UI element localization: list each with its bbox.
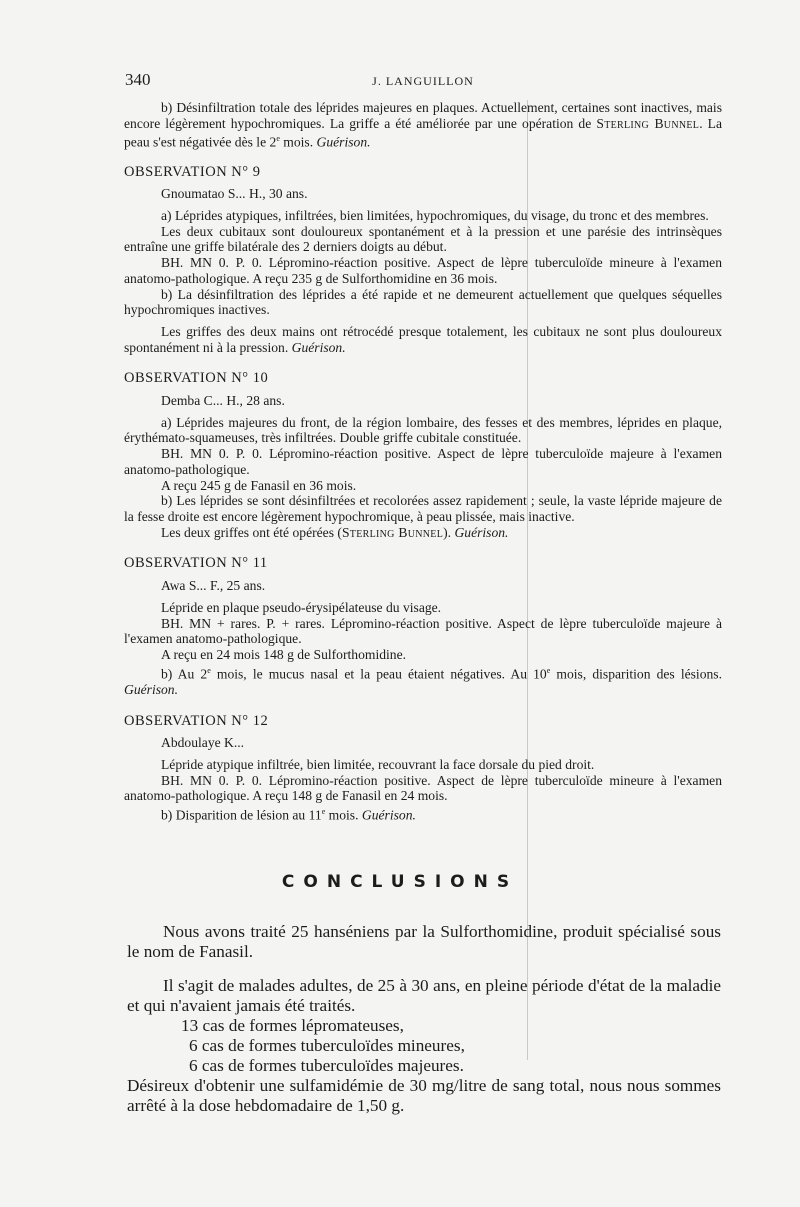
observation-11-recu: A reçu en 24 mois 148 g de Sulforthomidine. <box>161 646 407 662</box>
observation-12-heading: OBSERVATION N° 12 <box>124 712 269 729</box>
observation-9-b: b) La désinfiltration des léprides a été rapide et ne demeurent actuellement que quelques séquelles hypochromiques inactives. <box>124 286 722 318</box>
conclusions-p1: Nous avons traité 25 hanséniens par la Sulforthomidine, produit spécialisé sous le nom de Fanasil. <box>127 922 721 961</box>
conclusions-list-item: 13 cas de formes lépromateuses, <box>181 1016 404 1035</box>
observation-11-bh: BH. MN + rares. P. + rares. Lépromino-réaction positive. Aspect de lèpre tuberculoïde majeure à l'examen anatomo-pathologique. <box>124 615 722 647</box>
observation-9-bh: BH. MN 0. P. 0. Lépromino-réaction positive. Aspect de lèpre tuberculoïde mineure à l'examen anatomo-pathologique. A reçu 235 g de Sulforthomidine en 36 mois. <box>124 255 722 286</box>
observation-9-patient: Gnoumatao S... H., 30 ans. <box>161 186 308 202</box>
observation-12-a: Lépride atypique infiltrée, bien limitée, recouvrant la face dorsale du pied droit. <box>161 756 595 772</box>
observation-10-a: a) Léprides majeures du front, de la région lombaire, des fesses et des membres, léprides en plaque, érythémato-squameuses, très infiltrées. Double griffe cubitale constituée. <box>124 414 722 446</box>
result-text: Guérison. <box>316 134 371 150</box>
observation-10-heading: OBSERVATION N° 10 <box>124 370 269 387</box>
surgeon-name: Sterling Bunnel <box>341 524 444 540</box>
observation-10-patient: Demba C... H., 28 ans. <box>161 393 285 409</box>
observation-10-recu: A reçu 245 g de Fanasil en 36 mois. <box>161 477 357 493</box>
observation-11-b: b) Au 2e mois, le mucus nasal et la peau étaient négatives. Au 10e mois, disparition des lésions. Guérison. <box>124 665 722 697</box>
observation-11-patient: Awa S... F., 25 ans. <box>161 578 266 594</box>
running-head: J. LANGUILLON <box>372 74 474 88</box>
observation-12-bh: BH. MN 0. P. 0. Lépromino-réaction positive. Aspect de lèpre tuberculoïde mineure à l'examen anatomo-pathologique. A reçu 148 g de Fanasil en 24 mois. <box>124 772 722 804</box>
observations-body <box>124 100 722 823</box>
conclusions-p3: Désireux d'obtenir une sulfamidémie de 30 mg/litre de sang total, nous nous sommes arrêté à la dose hebdomadaire de 1,50 g. <box>127 1076 721 1115</box>
observation-9-cubitaux: Les deux cubitaux sont douloureux spontanément et à la pression et une parésie des intrinsèques entraîne une griffe bilatérale des 2 derniers doigts au début. <box>124 223 722 255</box>
observation-10-bh: BH. MN 0. P. 0. Lépromino-réaction positive. Aspect de lèpre tuberculoïde majeure à l'examen anatomo-pathologique. <box>124 446 722 477</box>
observation-9-griffes: Les griffes des deux mains ont rétrocédé presque totalement, les cubitaux ne sont plus douloureux spontanément ni à la pression. Guérison. <box>124 323 722 355</box>
conclusions-heading: CONCLUSIONS <box>281 872 519 892</box>
observation-9-heading: OBSERVATION N° 9 <box>124 163 261 180</box>
observation-12-patient: Abdoulaye K... <box>161 735 245 751</box>
observation-12-b: b) Disparition de lésion au 11e mois. Guérison. <box>161 807 416 823</box>
observation-11-heading: OBSERVATION N° 11 <box>124 555 268 572</box>
conclusions-list-item: 6 cas de formes tuberculoïdes mineures, <box>189 1036 465 1055</box>
surgeon-name: Sterling Bunnel <box>596 115 700 131</box>
conclusions-body <box>127 922 721 1116</box>
observation-10-b: b) Les léprides se sont désinfiltrées et recolorées assez rapidement ; seule, la vaste lépride majeure de la fesse droite est encore légèrement hypochromique, à peau plissée, mais inactive. <box>124 493 722 524</box>
page-number: 340 <box>125 70 151 89</box>
conclusions-list-item: 6 cas de formes tuberculoïdes majeures. <box>189 1056 464 1075</box>
conclusions-p2: Il s'agit de malades adultes, de 25 à 30 ans, en pleine période d'état de la maladie et qui n'avaient jamais été traités. <box>127 976 721 1015</box>
page-header <box>125 70 721 92</box>
observation-10-griffes: Les deux griffes ont été opérées (Sterling Bunnel). Guérison. <box>161 524 509 540</box>
observation-9-a: a) Léprides atypiques, infiltrées, bien limitées, hypochromiques, du visage, du tronc et des membres. <box>161 208 709 224</box>
intro-paragraph: b) Désinfiltration totale des léprides majeures en plaques. Actuellement, certaines sont inactives, mais encore légèrement hypochromiques. La griffe a été améliorée par une opération de Sterling Bunnel. La peau s'est négativée dès le 2e mois. Guérison. <box>124 100 723 150</box>
observation-11-a: Lépride en plaque pseudo-érysipélateuse du visage. <box>161 599 442 615</box>
